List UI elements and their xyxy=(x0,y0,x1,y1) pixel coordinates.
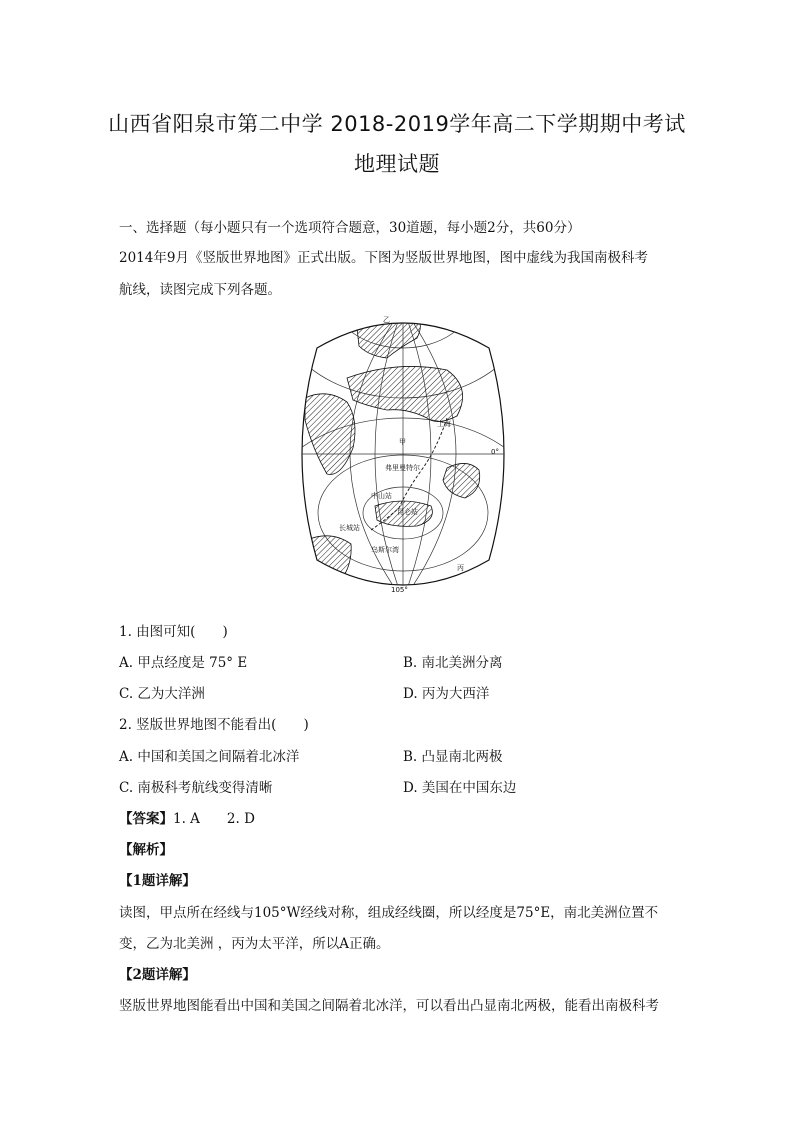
question-2-option-b: B. 凸显南北两极 xyxy=(403,749,503,765)
question-1-option-b: B. 南北美洲分离 xyxy=(403,655,503,671)
label-zhongshan-station: 中山站 xyxy=(371,492,392,500)
continent-south-america xyxy=(307,536,351,590)
label-105-degree: 105° xyxy=(391,586,408,594)
question-2-option-c: C. 南极科考航线变得清晰 xyxy=(119,780,273,796)
question-1-stem: 1. 由图可知( ) xyxy=(119,624,228,640)
intro-text-line-1: 2014年9月《竖版世界地图》正式出版。下图为竖版世界地图，图中虚线为我国南极科考 xyxy=(119,250,648,266)
question-2-option-a: A. 中国和美国之间隔着北冰洋 xyxy=(119,749,300,765)
section-heading: 一、选择题（每小题只有一个选项符合题意，30道题，每小题2分，共60分） xyxy=(119,220,581,236)
label-shanghai: 上海 xyxy=(437,420,451,428)
question-1-option-a: A. 甲点经度是 75° E xyxy=(119,655,248,671)
label-yi: 乙 xyxy=(383,316,390,324)
analysis-q1-line-2: 变，乙为北美洲 ，丙为太平洋，所以A正确。 xyxy=(119,936,390,952)
answer-text: 1. A 2. D xyxy=(173,811,255,827)
label-bing: 丙 xyxy=(457,564,464,572)
question-2-option-d: D. 美国在中国东边 xyxy=(403,780,517,796)
analysis-label: 【解析】 xyxy=(119,842,173,858)
analysis-q2-label: 【2题详解】 xyxy=(119,967,196,983)
label-fremantle: 弗里曼特尔 xyxy=(385,464,420,472)
analysis-q1-label: 【1题详解】 xyxy=(119,873,196,889)
answer-label: 【答案】 xyxy=(119,811,173,827)
label-changcheng-station: 长城站 xyxy=(339,524,360,532)
question-1-option-d: D. 丙为大西洋 xyxy=(403,686,490,702)
intro-text-line-2: 航线，读图完成下列各题。 xyxy=(119,282,281,298)
answer-line xyxy=(119,809,689,829)
label-zero-degree: 0° xyxy=(491,448,499,456)
exam-title: 山西省阳泉市第二中学 2018-2019学年高二下学期期中考试 xyxy=(108,112,686,136)
question-1-option-c: C. 乙为大洋洲 xyxy=(119,686,205,702)
label-kunlun-station: 昆仑站 xyxy=(397,508,418,516)
exam-subtitle: 地理试题 xyxy=(354,152,440,176)
question-2-stem: 2. 竖版世界地图不能看出( ) xyxy=(119,717,309,733)
vertical-world-map xyxy=(287,308,519,600)
label-jia: 甲 xyxy=(399,438,406,446)
analysis-q2-line-1: 竖版世界地图能看出中国和美国之间隔着北冰洋，可以看出凸显南北两极，能看出南极科考 xyxy=(119,998,659,1014)
analysis-q1-line-1: 读图，甲点所在经线与105°W经线对称，组成经线圈，所以经度是75°E，南北美洲位置不 xyxy=(119,905,659,921)
label-ross-bay: 乌斯尔湾 xyxy=(371,546,399,554)
